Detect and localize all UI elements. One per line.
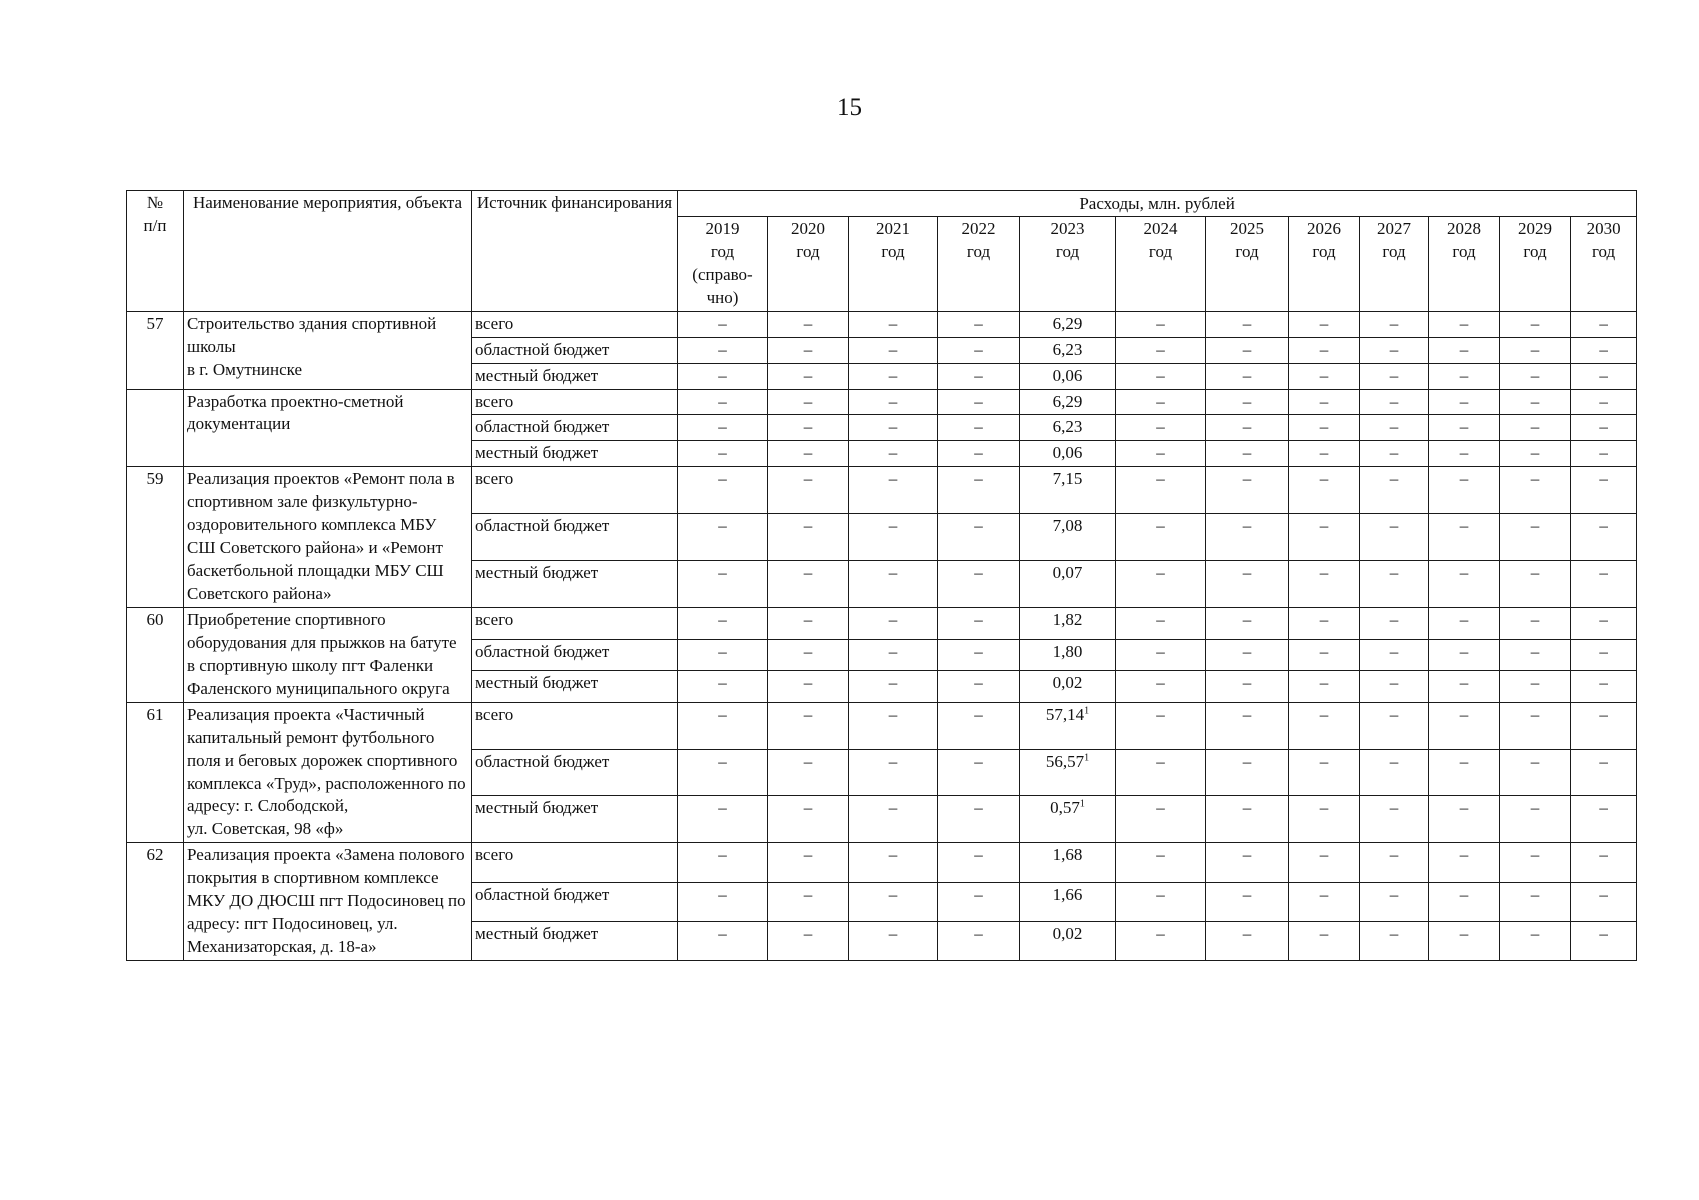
row-value: – — [1500, 561, 1571, 608]
row-value: – — [849, 843, 938, 882]
row-value: – — [1571, 639, 1637, 671]
row-name: Строительство здания спортивной школы в г. Омутнинске — [184, 311, 472, 389]
row-source: всего — [472, 467, 678, 514]
row-value: – — [1500, 363, 1571, 389]
row-value: – — [849, 363, 938, 389]
row-name: Разработка проектно-сметной документации — [184, 389, 472, 467]
row-value: – — [1116, 749, 1206, 796]
row-value: – — [1206, 843, 1289, 882]
row-value: – — [1500, 921, 1571, 960]
row-value: – — [1206, 671, 1289, 703]
row-value: – — [849, 702, 938, 749]
header-year: 2026 год — [1289, 216, 1360, 311]
row-value: – — [1289, 796, 1360, 843]
header-year: 2023 год — [1020, 216, 1116, 311]
row-value: – — [1206, 749, 1289, 796]
row-value: – — [1571, 467, 1637, 514]
row-value: – — [1429, 843, 1500, 882]
row-value: – — [1500, 639, 1571, 671]
row-value: – — [1500, 702, 1571, 749]
row-value: – — [1500, 671, 1571, 703]
row-name: Реализация проектов «Ремонт пола в спортивном зале физкультурно-оздоровительного комплекса МБУ СШ Советского района» и «Ремонт баскетбольной площадки МБУ СШ Советского района» — [184, 467, 472, 608]
row-value: – — [768, 363, 849, 389]
row-value: – — [1116, 882, 1206, 921]
row-value: – — [768, 607, 849, 639]
row-value: – — [938, 921, 1020, 960]
row-value: – — [938, 441, 1020, 467]
row-number: 57 — [127, 311, 184, 389]
row-value: 56,57$^1$ — [1020, 749, 1116, 796]
row-value: – — [938, 671, 1020, 703]
row-value: – — [1116, 796, 1206, 843]
row-source: местный бюджет — [472, 796, 678, 843]
row-value: 0,02 — [1020, 671, 1116, 703]
row-value: – — [678, 796, 768, 843]
row-value: – — [938, 389, 1020, 415]
row-source: областной бюджет — [472, 337, 678, 363]
expenses-table — [126, 190, 1637, 961]
row-value: – — [1206, 921, 1289, 960]
row-value: – — [1571, 749, 1637, 796]
row-value: – — [849, 389, 938, 415]
row-value: – — [1116, 514, 1206, 561]
row-value: – — [678, 749, 768, 796]
row-value: – — [1571, 363, 1637, 389]
row-value: – — [1360, 702, 1429, 749]
row-value: – — [1289, 441, 1360, 467]
row-value: 1,80 — [1020, 639, 1116, 671]
row-value: 6,23 — [1020, 337, 1116, 363]
row-value: – — [1289, 671, 1360, 703]
row-value: – — [678, 363, 768, 389]
header-expenses: Расходы, млн. рублей — [678, 191, 1637, 217]
row-source: областной бюджет — [472, 639, 678, 671]
row-value: 0,02 — [1020, 921, 1116, 960]
row-source: всего — [472, 843, 678, 882]
row-value: – — [678, 639, 768, 671]
row-value: – — [1429, 749, 1500, 796]
row-source: местный бюджет — [472, 671, 678, 703]
row-source: всего — [472, 702, 678, 749]
row-value: – — [1360, 921, 1429, 960]
table-row — [127, 311, 1637, 337]
row-value: – — [1500, 389, 1571, 415]
row-value: – — [768, 921, 849, 960]
row-value: 1,82 — [1020, 607, 1116, 639]
row-value: – — [1206, 882, 1289, 921]
row-value: – — [1289, 389, 1360, 415]
row-value: 6,23 — [1020, 415, 1116, 441]
row-value: – — [938, 796, 1020, 843]
row-value: – — [1500, 467, 1571, 514]
row-value: – — [1571, 337, 1637, 363]
header-num: № п/п — [127, 191, 184, 312]
row-value: – — [678, 441, 768, 467]
row-value: – — [1289, 467, 1360, 514]
row-value: – — [1429, 796, 1500, 843]
row-value: – — [768, 561, 849, 608]
row-value: 0,06 — [1020, 441, 1116, 467]
row-value: – — [1571, 607, 1637, 639]
row-value: 7,08 — [1020, 514, 1116, 561]
row-number: 60 — [127, 607, 184, 702]
row-value: – — [849, 796, 938, 843]
row-value: – — [1116, 311, 1206, 337]
row-value: – — [1571, 796, 1637, 843]
row-value: – — [1360, 467, 1429, 514]
row-value: 6,29 — [1020, 389, 1116, 415]
row-value: – — [938, 639, 1020, 671]
row-value: – — [1289, 921, 1360, 960]
row-number: 59 — [127, 467, 184, 608]
row-value: – — [1289, 311, 1360, 337]
row-value: – — [1571, 389, 1637, 415]
row-value: – — [1571, 671, 1637, 703]
row-value: – — [1206, 415, 1289, 441]
row-value: – — [938, 311, 1020, 337]
row-name: Приобретение спортивного оборудования для прыжков на батуте в спортивную школу пгт Фаленки Фаленского муниципального округа — [184, 607, 472, 702]
row-value: – — [938, 749, 1020, 796]
row-source: областной бюджет — [472, 749, 678, 796]
row-value: – — [938, 607, 1020, 639]
row-value: – — [1289, 514, 1360, 561]
row-value: – — [938, 415, 1020, 441]
header-year: 2025 год — [1206, 216, 1289, 311]
row-value: – — [678, 843, 768, 882]
row-value: – — [938, 467, 1020, 514]
row-source: местный бюджет — [472, 561, 678, 608]
row-source: всего — [472, 311, 678, 337]
row-value: – — [1206, 607, 1289, 639]
row-value: – — [1289, 607, 1360, 639]
row-value: – — [1500, 607, 1571, 639]
row-source: местный бюджет — [472, 441, 678, 467]
row-value: – — [849, 514, 938, 561]
row-value: – — [768, 639, 849, 671]
row-value: – — [1360, 796, 1429, 843]
header-year: 2029 год — [1500, 216, 1571, 311]
footnote-marker: 1 — [1084, 705, 1090, 717]
row-value: – — [1206, 796, 1289, 843]
row-value: – — [1500, 311, 1571, 337]
row-name: Реализация проекта «Частичный капитальный ремонт футбольного поля и беговых дорожек спортивного комплекса «Труд», расположенного по адресу: г. Слободской, ул. Советская, 98 «ф» — [184, 702, 472, 843]
row-value: – — [1116, 843, 1206, 882]
row-value: – — [1429, 415, 1500, 441]
row-number — [127, 389, 184, 467]
row-value: – — [1500, 514, 1571, 561]
row-value: – — [849, 467, 938, 514]
row-value: – — [1116, 363, 1206, 389]
row-value: – — [768, 311, 849, 337]
row-value: – — [1289, 561, 1360, 608]
table-row — [127, 389, 1637, 415]
row-value: – — [938, 514, 1020, 561]
row-value: – — [938, 882, 1020, 921]
row-value: – — [1116, 702, 1206, 749]
row-value: – — [849, 671, 938, 703]
header-year: 2022 год — [938, 216, 1020, 311]
row-value: – — [768, 702, 849, 749]
row-value: – — [1289, 639, 1360, 671]
row-value: – — [1116, 415, 1206, 441]
row-value: – — [678, 337, 768, 363]
row-value: – — [1429, 671, 1500, 703]
row-value: – — [768, 882, 849, 921]
row-value: – — [938, 702, 1020, 749]
row-value: – — [1116, 389, 1206, 415]
row-value: – — [1429, 514, 1500, 561]
row-value: – — [678, 311, 768, 337]
row-value: – — [1429, 311, 1500, 337]
row-value: – — [1289, 882, 1360, 921]
row-value: 0,07 — [1020, 561, 1116, 608]
row-value: – — [1500, 415, 1571, 441]
row-value: – — [1116, 337, 1206, 363]
row-value: – — [1571, 702, 1637, 749]
row-value: – — [1571, 311, 1637, 337]
row-value: – — [1289, 415, 1360, 441]
row-value: – — [1360, 311, 1429, 337]
row-value: – — [1571, 921, 1637, 960]
row-value: – — [678, 415, 768, 441]
row-value: – — [1289, 843, 1360, 882]
footnote-marker: 1 — [1079, 798, 1085, 810]
row-source: областной бюджет — [472, 882, 678, 921]
row-number: 62 — [127, 843, 184, 961]
row-value: – — [1500, 843, 1571, 882]
row-value: – — [678, 921, 768, 960]
row-value: – — [1429, 882, 1500, 921]
row-value: 1,68 — [1020, 843, 1116, 882]
table-row — [127, 843, 1637, 882]
row-value: – — [1360, 389, 1429, 415]
row-value: – — [1360, 749, 1429, 796]
row-value: – — [1429, 702, 1500, 749]
row-value: – — [938, 363, 1020, 389]
row-value: – — [1206, 514, 1289, 561]
row-value: – — [1360, 441, 1429, 467]
row-value: – — [768, 671, 849, 703]
row-source: всего — [472, 607, 678, 639]
row-value: – — [768, 514, 849, 561]
row-value: – — [849, 882, 938, 921]
row-value: – — [1360, 363, 1429, 389]
row-value: 0,57$^1$ — [1020, 796, 1116, 843]
row-value: – — [1360, 843, 1429, 882]
row-value: – — [1500, 337, 1571, 363]
row-value: – — [1116, 561, 1206, 608]
row-source: местный бюджет — [472, 921, 678, 960]
row-value: – — [1571, 882, 1637, 921]
row-value: – — [768, 749, 849, 796]
row-value: – — [849, 337, 938, 363]
row-value: – — [1360, 882, 1429, 921]
row-value: – — [768, 389, 849, 415]
header-year: 2027 год — [1360, 216, 1429, 311]
row-value: – — [1429, 441, 1500, 467]
row-value: – — [938, 561, 1020, 608]
row-value: – — [1289, 749, 1360, 796]
row-value: – — [938, 337, 1020, 363]
row-value: – — [849, 311, 938, 337]
row-value: – — [768, 467, 849, 514]
table-row — [127, 607, 1637, 639]
row-source: областной бюджет — [472, 415, 678, 441]
row-value: – — [1429, 921, 1500, 960]
row-value: – — [849, 441, 938, 467]
row-value: – — [678, 467, 768, 514]
row-source: областной бюджет — [472, 514, 678, 561]
table-row — [127, 467, 1637, 514]
row-value: – — [1429, 363, 1500, 389]
row-value: – — [1429, 467, 1500, 514]
row-value: – — [1289, 363, 1360, 389]
header-row — [127, 191, 1637, 217]
row-value: – — [1429, 639, 1500, 671]
row-value: – — [849, 749, 938, 796]
row-value: 7,15 — [1020, 467, 1116, 514]
row-value: – — [1500, 882, 1571, 921]
row-source: местный бюджет — [472, 363, 678, 389]
row-value: 57,14$^1$ — [1020, 702, 1116, 749]
table-header — [127, 191, 1637, 312]
row-value: – — [678, 561, 768, 608]
row-value: – — [1360, 415, 1429, 441]
row-value: – — [678, 702, 768, 749]
row-value: – — [768, 843, 849, 882]
row-value: – — [1571, 415, 1637, 441]
row-value: – — [1360, 514, 1429, 561]
row-value: – — [849, 639, 938, 671]
row-value: 1,66 — [1020, 882, 1116, 921]
row-value: – — [1429, 607, 1500, 639]
row-value: – — [1116, 441, 1206, 467]
row-value: – — [1360, 337, 1429, 363]
row-value: – — [1206, 389, 1289, 415]
row-value: – — [768, 337, 849, 363]
row-value: – — [1360, 639, 1429, 671]
header-source: Источник финансирования — [472, 191, 678, 312]
header-year: 2021 год — [849, 216, 938, 311]
header-year: 2028 год — [1429, 216, 1500, 311]
row-value: – — [1116, 467, 1206, 514]
footnote-marker: 1 — [1084, 751, 1090, 763]
row-value: – — [1429, 561, 1500, 608]
row-value: – — [1206, 441, 1289, 467]
row-value: – — [1116, 607, 1206, 639]
row-value: 6,29 — [1020, 311, 1116, 337]
row-value: – — [938, 843, 1020, 882]
row-value: 0,06 — [1020, 363, 1116, 389]
header-year: 2019 год (справо- чно) — [678, 216, 768, 311]
row-value: – — [1500, 441, 1571, 467]
row-value: – — [1360, 671, 1429, 703]
row-value: – — [849, 921, 938, 960]
row-value: – — [1206, 467, 1289, 514]
header-year: 2030 год — [1571, 216, 1637, 311]
row-value: – — [1571, 441, 1637, 467]
header-year: 2020 год — [768, 216, 849, 311]
row-value: – — [678, 514, 768, 561]
row-value: – — [1571, 561, 1637, 608]
row-value: – — [678, 882, 768, 921]
row-value: – — [1206, 337, 1289, 363]
row-value: – — [1116, 921, 1206, 960]
row-value: – — [1206, 561, 1289, 608]
row-value: – — [1500, 749, 1571, 796]
page-number: 15 — [837, 94, 862, 121]
table-row — [127, 702, 1637, 749]
row-value: – — [849, 607, 938, 639]
row-value: – — [1429, 337, 1500, 363]
row-value: – — [768, 415, 849, 441]
row-name: Реализация проекта «Замена полового покрытия в спортивном комплексе МКУ ДО ДЮСШ пгт Подосиновец по адресу: пгт Подосиновец, ул. Механизаторская, д. 18-а» — [184, 843, 472, 961]
row-value: – — [768, 796, 849, 843]
row-value: – — [849, 415, 938, 441]
row-value: – — [1289, 702, 1360, 749]
row-value: – — [678, 671, 768, 703]
row-value: – — [1206, 702, 1289, 749]
row-source: всего — [472, 389, 678, 415]
row-value: – — [1116, 639, 1206, 671]
header-name: Наименование мероприятия, объекта — [184, 191, 472, 312]
row-value: – — [1571, 514, 1637, 561]
row-value: – — [1360, 561, 1429, 608]
row-number: 61 — [127, 702, 184, 843]
row-value: – — [1206, 363, 1289, 389]
row-value: – — [1360, 607, 1429, 639]
row-value: – — [678, 389, 768, 415]
row-value: – — [849, 561, 938, 608]
row-value: – — [1206, 311, 1289, 337]
header-year: 2024 год — [1116, 216, 1206, 311]
row-value: – — [1289, 337, 1360, 363]
row-value: – — [1500, 796, 1571, 843]
table-body — [127, 311, 1637, 960]
row-value: – — [1206, 639, 1289, 671]
row-value: – — [1571, 843, 1637, 882]
row-value: – — [768, 441, 849, 467]
row-value: – — [1429, 389, 1500, 415]
row-value: – — [678, 607, 768, 639]
row-value: – — [1116, 671, 1206, 703]
